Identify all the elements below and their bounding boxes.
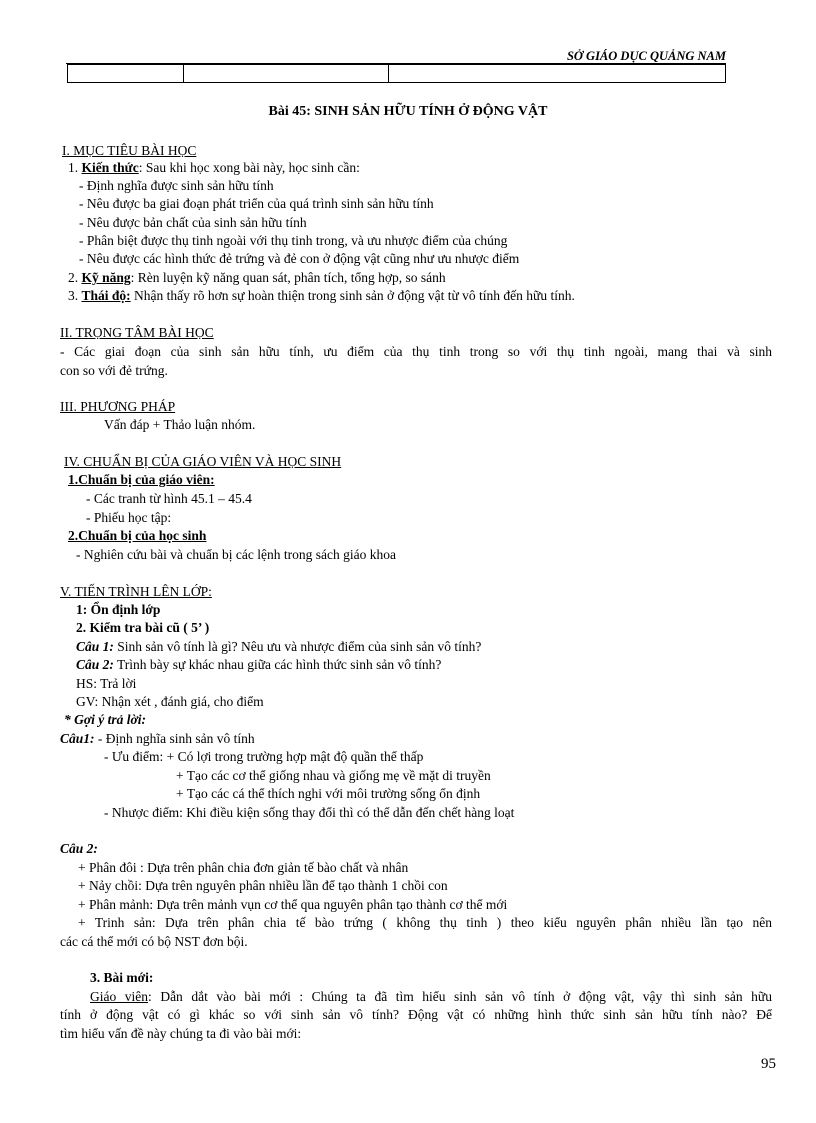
attitude-line: 3. Thái độ: Nhận thấy rõ hơn sự hoàn thiện trong sinh sản ở động vật từ vô tính đến hữu tính. xyxy=(68,288,575,303)
list-item: - Phiếu học tập: xyxy=(86,510,172,525)
answer-1-label: Câu1: xyxy=(60,731,95,746)
answer-line: + Tạo các cơ thể giống nhau và giống mẹ về mặt di truyền xyxy=(176,768,491,783)
answer-hint: * Gợi ý trả lời: xyxy=(64,712,146,727)
skill-text: : Rèn luyện kỹ năng quan sát, phân tích, tổng hợp, so sánh xyxy=(130,270,446,285)
paragraph-line: - Các giai đoạn của sinh sản hữu tính, ưu điểm của thụ tinh trong so với thụ tinh ngoài, mang thai và sinh xyxy=(60,344,772,359)
question-1-label: Câu 1: xyxy=(76,639,114,654)
question-2-text: Trình bày sự khác nhau giữa các hình thức sinh sản vô tính? xyxy=(113,657,442,672)
page-number: 95 xyxy=(761,1056,776,1072)
student-reply: HS: Trả lời xyxy=(76,676,137,691)
list-item: - Định nghĩa được sinh sản hữu tính xyxy=(79,178,274,193)
skill-line: 2. Kỹ năng: Rèn luyện kỹ năng quan sát, phân tích, tổng hợp, so sánh xyxy=(68,270,446,285)
question-2-label: Câu 2: xyxy=(76,657,114,672)
answer-line: + Nảy chồi: Dựa trên nguyên phân nhiều lần để tạo thành 1 chồi con xyxy=(78,878,448,893)
answer-line: - Ưu điểm: + Có lợi trong trường hợp mật độ quần thể thấp xyxy=(104,749,424,764)
header-cell xyxy=(68,65,184,83)
list-item: - Phân biệt được thụ tinh ngoài với thụ tinh trong, và ưu nhược điểm của chúng xyxy=(79,233,508,248)
knowledge-line: 1. Kiến thức: Sau khi học xong bài này, học sinh cần: xyxy=(68,160,360,175)
lesson-title: Bài 45: SINH SẢN HỮU TÍNH Ở ĐỘNG VẬT xyxy=(268,104,548,119)
answer-2-label: Câu 2: xyxy=(60,841,98,856)
header-cell xyxy=(389,65,726,83)
header-table xyxy=(67,64,726,83)
skill-label: Kỹ năng xyxy=(81,270,131,285)
paragraph-line: con so với đẻ trứng. xyxy=(60,363,168,378)
answer-line: các cá thể mới có bộ NST đơn bội. xyxy=(60,934,248,949)
answer-1-text: - Định nghĩa sinh sản vô tính xyxy=(94,731,255,746)
answer-line: + Tạo các cá thể thích nghi với môi trường sống ổn định xyxy=(176,786,481,801)
attitude-text: Nhận thấy rõ hơn sự hoàn thiện trong sinh sản ở động vật từ vô tính đến hữu tính. xyxy=(130,288,575,303)
question-2 xyxy=(76,656,441,673)
attitude-label: Thái độ: xyxy=(81,288,131,303)
section-5-heading: V. TIẾN TRÌNH LÊN LỚP: xyxy=(60,584,212,599)
answer-1 xyxy=(60,730,255,747)
list-item: - Nghiên cứu bài và chuẩn bị các lệnh trong sách giáo khoa xyxy=(76,547,396,562)
intro-text: : Dẫn dắt vào bài mới : Chúng ta đã tìm hiểu sinh sản vô tính ở động vật, vậy thì sinh sản hữu xyxy=(148,989,772,1004)
knowledge-text: : Sau khi học xong bài này, học sinh cần: xyxy=(138,160,360,175)
teacher-reply: GV: Nhận xét , đánh giá, cho điểm xyxy=(76,694,264,709)
header-cell xyxy=(184,65,389,83)
knowledge-label: Kiến thức xyxy=(81,160,139,175)
question-1-text: Sinh sản vô tính là gì? Nêu ưu và nhược điểm của sinh sản vô tính? xyxy=(113,639,482,654)
answer-line: + Trinh sản: Dựa trên phân chia tế bào trứng ( không thụ tinh ) theo kiểu nguyên phân nhiều lần tạo nên xyxy=(78,915,772,930)
header-organization: SỞ GIÁO DỤC QUẢNG NAM xyxy=(566,49,726,63)
list-item: - Nêu được các hình thức đẻ trứng và đẻ con ở động vật cũng như ưu nhược điểm xyxy=(79,251,520,266)
list-item: - Các tranh từ hình 45.1 – 45.4 xyxy=(86,491,252,506)
intro-line: tìm hiểu vấn đề này chúng ta đi vào bài mới: xyxy=(60,1026,302,1041)
question-1 xyxy=(76,638,481,655)
answer-line: + Phân mảnh: Dựa trên mảnh vụn cơ thể qua nguyên phân tạo thành cơ thể mới xyxy=(78,897,508,912)
answer-line: + Phân đôi : Dựa trên phân chia đơn giản tế bào chất và nhân xyxy=(78,860,409,875)
section-4-heading: IV. CHUẨN BỊ CỦA GIÁO VIÊN VÀ HỌC SINH xyxy=(64,454,342,469)
step-1: 1: Ổn định lớp xyxy=(76,602,161,617)
list-item: - Nêu được bản chất của sinh sản hữu tính xyxy=(79,215,307,230)
list-item: - Nêu được ba giai đoạn phát triển của quá trình sinh sản hữu tính xyxy=(79,196,434,211)
section-3-heading: III. PHƯƠNG PHÁP xyxy=(60,399,176,414)
student-prep-label: 2.Chuẩn bị của học sinh xyxy=(68,528,207,543)
answer-line: - Nhược điểm: Khi điều kiện sống thay đổi thì có thể dẫn đến chết hàng loạt xyxy=(104,805,515,820)
section-1-heading: I. MỤC TIÊU BÀI HỌC xyxy=(62,143,197,158)
intro-label: Giáo viên xyxy=(90,989,149,1004)
step-2: 2. Kiểm tra bài cũ ( 5’ ) xyxy=(76,620,210,635)
step-3: 3. Bài mới: xyxy=(90,970,154,985)
method-text: Vấn đáp + Thảo luận nhóm. xyxy=(104,417,256,432)
intro-line xyxy=(90,988,772,1005)
teacher-prep-label: 1.Chuẩn bị của giáo viên: xyxy=(68,472,215,487)
section-2-heading: II. TRỌNG TÂM BÀI HỌC xyxy=(60,325,214,340)
intro-line: tính ở động vật có gì khác so với sinh sản vô tính? Động vật có những hình thức sinh sản hữu tính nào? Để xyxy=(60,1007,772,1022)
